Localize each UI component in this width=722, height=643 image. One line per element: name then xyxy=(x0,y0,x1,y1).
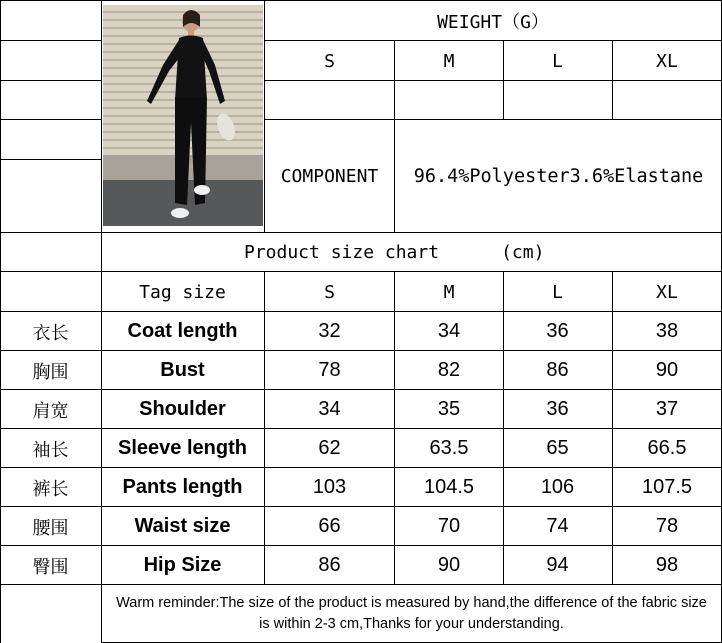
value-m: 34 xyxy=(437,320,461,342)
value-m: 104.5 xyxy=(423,476,475,498)
grid-line xyxy=(394,40,395,232)
grid-line xyxy=(0,119,101,120)
weight-header: WEIGHT（G） xyxy=(437,11,549,33)
value-l: 65 xyxy=(546,437,569,459)
grid-line xyxy=(0,428,722,429)
value-m: 90 xyxy=(437,554,461,576)
size-chart-unit: (cm) xyxy=(501,241,545,263)
value-xl: 107.5 xyxy=(641,476,693,498)
grid-line xyxy=(264,271,265,585)
row-en-label: Sleeve length xyxy=(118,437,247,459)
grid-line xyxy=(264,0,265,232)
row-en-label: Shoulder xyxy=(139,398,226,420)
value-xl: 98 xyxy=(655,554,679,576)
tag-size-s: S xyxy=(324,281,335,303)
value-l: 106 xyxy=(540,476,575,498)
value-l: 36 xyxy=(546,320,569,342)
value-l: 94 xyxy=(546,554,569,576)
value-s: 86 xyxy=(318,554,341,576)
value-m: 63.5 xyxy=(429,437,469,459)
grid-line xyxy=(264,119,722,120)
row-en-label: Coat length xyxy=(127,320,238,342)
product-photo xyxy=(103,5,263,226)
grid-line xyxy=(0,467,722,468)
value-s: 34 xyxy=(318,398,341,420)
grid-line xyxy=(612,40,613,120)
row-cn-label: 袖长 xyxy=(32,439,69,461)
value-xl: 37 xyxy=(655,398,679,420)
grid-line xyxy=(394,271,395,585)
row-en-label: Waist size xyxy=(134,515,231,537)
value-l: 36 xyxy=(546,398,569,420)
grid-line xyxy=(0,80,101,81)
row-en-label: Bust xyxy=(160,359,205,381)
value-s: 78 xyxy=(318,359,341,381)
value-s: 32 xyxy=(318,320,341,342)
grid-line xyxy=(0,350,722,351)
grid-line xyxy=(0,311,722,312)
grid-line xyxy=(0,0,722,1)
grid-line xyxy=(0,159,101,160)
row-en-label: Hip Size xyxy=(143,554,222,576)
value-xl: 66.5 xyxy=(647,437,687,459)
value-m: 70 xyxy=(437,515,461,537)
grid-line xyxy=(0,232,722,233)
value-m: 35 xyxy=(437,398,461,420)
grid-line xyxy=(264,80,722,81)
value-s: 103 xyxy=(312,476,347,498)
tag-size-label: Tag size xyxy=(139,281,226,303)
row-en-label: Pants length xyxy=(122,476,243,498)
grid-line xyxy=(0,506,722,507)
grid-line xyxy=(264,40,722,41)
weight-size-s: S xyxy=(324,50,335,72)
component-label: COMPONENT xyxy=(280,165,379,187)
value-xl: 78 xyxy=(655,515,679,537)
value-l: 86 xyxy=(546,359,569,381)
value-l: 74 xyxy=(546,515,569,537)
weight-size-m: M xyxy=(443,50,455,72)
row-cn-label: 裤长 xyxy=(32,478,69,500)
model-image xyxy=(103,5,263,226)
value-xl: 90 xyxy=(655,359,679,381)
grid-line xyxy=(101,0,102,643)
weight-size-l: L xyxy=(552,50,563,72)
value-xl: 38 xyxy=(655,320,679,342)
row-cn-label: 腰围 xyxy=(32,517,69,539)
value-m: 82 xyxy=(437,359,461,381)
weight-size-xl: XL xyxy=(656,50,678,72)
row-cn-label: 肩宽 xyxy=(32,400,69,422)
component-value: 96.4%Polyester3.6%Elastane xyxy=(413,165,704,187)
grid-line xyxy=(0,40,101,41)
grid-line xyxy=(503,271,504,585)
row-cn-label: 衣长 xyxy=(32,322,69,344)
value-s: 66 xyxy=(318,515,341,537)
row-cn-label: 胸围 xyxy=(32,361,69,383)
warm-reminder: Warm reminder:The size of the product is measured by hand,the difference of the fabric size is within 2-3 cm,Thanks for your understanding. xyxy=(116,595,707,632)
tag-size-l: L xyxy=(552,281,563,303)
grid-line xyxy=(0,0,1,643)
size-chart-title-row xyxy=(101,232,722,272)
grid-line xyxy=(0,545,722,546)
grid-line xyxy=(503,40,504,120)
tag-size-m: M xyxy=(443,281,455,303)
tag-size-xl: XL xyxy=(656,281,678,303)
value-s: 62 xyxy=(318,437,341,459)
grid-line xyxy=(0,271,722,272)
grid-line xyxy=(612,271,613,585)
grid-line xyxy=(0,389,722,390)
size-chart-title: Product size chart xyxy=(244,241,440,263)
row-cn-label: 臀围 xyxy=(32,556,69,578)
grid-line xyxy=(0,584,722,585)
